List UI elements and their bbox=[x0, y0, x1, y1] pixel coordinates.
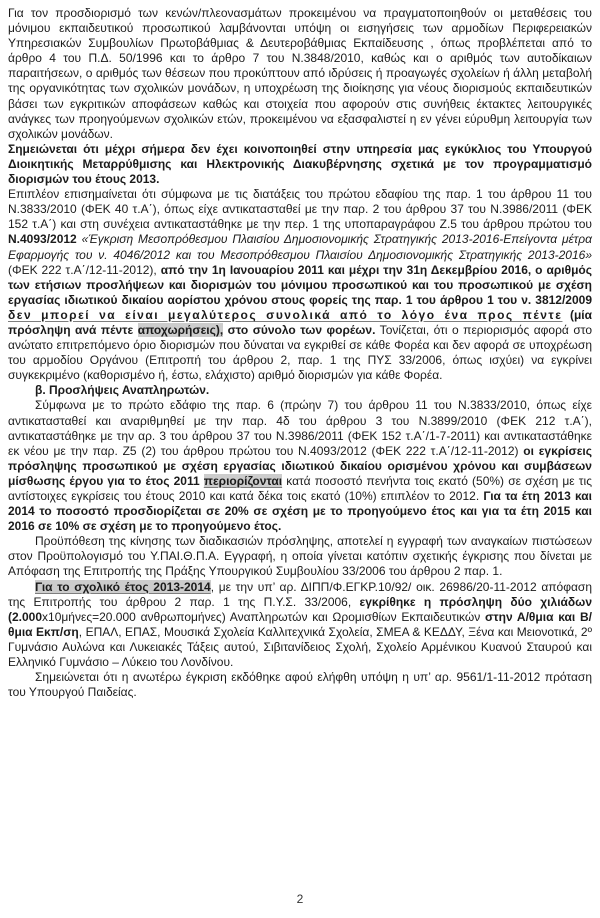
text-run: Για το σχολικό έτος 2013-2014 bbox=[35, 579, 211, 594]
text-run: x10μήνες=20.000 ανθρωπομήνες) Αναπληρωτών και Ωρομισθίων Εκπαιδευτικών bbox=[42, 609, 486, 624]
paragraph bbox=[8, 187, 592, 383]
paragraph bbox=[8, 398, 592, 534]
text-run: Προϋπόθεση της κίνησης των διαδικασιών πρόσληψης, αποτελεί η εγγραφή των αναγκαίων πιστώσεων στον Προϋπολογισμό του Υ.ΠΑΙ.Θ.Π.Α. Εγγραφή, η οποία γίνεται κατόπιν σχετικής έγκρισης που δίνεται με Απόφαση της Επιτροπής της Πράξης Υπουργικού Συμβουλίου 33/2006 του άρθρου 2 παρ. 1. bbox=[8, 534, 592, 579]
document-body bbox=[8, 6, 592, 700]
text-run: από την 1η Ιανουαρίου 2011 και μέχρι την 31η Δεκεμβρίου 2016, ο αριθμός των ετήσιων προσλήψεων και διορισμών του μόνιμου προσωπικού και του προσωπικού με σχέση εργασίας ιδιωτικού δικαίου αορίστου χρόνου στους φορείς της παρ. 1 του άρθρου 1 του ν. 3812/2009 bbox=[8, 262, 592, 307]
text-run: στην Α/θμια και Β/θμια Εκπ/ση bbox=[8, 609, 592, 639]
text-run: Για τον προσδιορισμό των κενών/πλεονασμάτων προκειμένου να πραγματοποιηθούν οι μεταθέσεις του μόνιμου εκπαιδευτικού προσωπικού λαμβάνονται υπόψη οι εισηγήσεις των αρμοδίων Περιφερειακών Υπηρεσιακών Συμβουλίων Πρωτοβάθμιας & Δευτεροβάθμιας Εκπαίδευσης , όπως προβλέπεται από το άρθρο 4 του Π.Δ. 50/1996 και το άρθρο 7 του Ν.3848/2010, καθώς και ο αριθμός των αυτοδίκαιων παραιτήσεων, ο αριθμός των θέσεων που προκύπτουν από ιδρύσεις ή προαγωγές σχολείων ή άλλη μεταβολή της οργανικότητας των σχολικών μονάδων, η υποχρέωση της διοίκησης για νέους διορισμούς εκπαιδευτικών βάσει των εγκριτικών αποφάσεων καθώς και στοιχεία που αφορούν στις συνήθεις έκτακτες λειτουργικές ανάγκες των προηγούμενων σχολικών ετών, προκειμένου να εξασφαλιστεί η εν γένει εύρυθμη λειτουργία των σχολικών μονάδων. bbox=[8, 6, 592, 141]
text-run: «Έγκριση Μεσοπρόθεσμου Πλαισίου Δημοσιονομικής Στρατηγικής 2013-2016-Επείγοντα μέτρα Εφαρμογής του ν. 4046/2012 και του Μεσοπρόθεσμου Πλαισίου Δημοσιονομικής Στρατηγικής 2013-2016» bbox=[8, 232, 592, 262]
text-run: β. Προσλήψεις Αναπληρωτών. bbox=[35, 383, 210, 398]
text-run: οι εγκρίσεις πρόσληψης προσωπικού με σχέση εργασίας ιδιωτικού δικαίου ορισμένου χρόνου bbox=[8, 443, 592, 473]
text-run: (ΦΕΚ 222 τ.Α΄/12-11-2012), bbox=[8, 262, 161, 277]
text-run: αποχωρήσεις), bbox=[137, 322, 224, 337]
paragraph bbox=[8, 580, 592, 671]
text-run: Για τα έτη 2013 και 2014 το ποσοστό προσδιορίζεται σε 20% σε σχέση με το προηγούμενο έτος και για τα έτη 2015 και 2016 σε 10% σε σχέση με το προηγούμενο έτος. bbox=[8, 489, 592, 534]
text-run: κατά ποσοστό πενήντα τοις εκατό (50%) σε σχέση με τις αντίστοιχες εγκρίσεις του έτους 2010 και κατά δέκα τοις εκατό (10%) επιπλέον το 2012. bbox=[8, 473, 592, 503]
page-number: 2 bbox=[296, 892, 304, 906]
text-run: και συμβάσεων μίσθωσης έργου για το έτος 2011 bbox=[8, 458, 592, 488]
text-run: , με την υπ’ αρ. ΔΙΠΠ/Φ.ΕΓΚΡ.10/92/ οικ. 26986/20-11-2012 απόφαση της Επιτροπής του άρθρου 2 παρ. 1 της Π.Υ.Σ. 33/2006, bbox=[8, 579, 593, 609]
paragraph bbox=[8, 383, 592, 398]
text-run: Σύμφωνα με το πρώτο εδάφιο της παρ. 6 (πρώην 7) του άρθρου 11 του Ν.3833/2010, όπως είχε αντικατασταθεί και αναριθμηθεί με την παρ. 4δ του άρθρου 3 του Ν.3899/2010 (ΦΕΚ 212 τ.Α΄), αντικαταστάθηκε με την αρ. 3 του άρθρου 37 του Ν.3986/2011 (ΦΕΚ 152 τ.Α΄/1-7-2011) και αντικαταστάθηκε εκ νέου με την παρ. Ζ5 (2) του άρθρου πρώτου του Ν.4093/2012 (ΦΕΚ 222 τ.Α΄/12-11-2012) bbox=[8, 398, 592, 458]
text-run: Σημειώνεται ότι μέχρι σήμερα δεν έχει κοινοποιηθεί στην υπηρεσία μας εγκύκλιος του Υπουργού Διοικητικής Μεταρρύθμισης και Ηλεκτρονικής Διακυβέρνησης σχετικά με τον προγραμματισμό διορισμών του έτους 2013. bbox=[8, 141, 592, 187]
text-run: Επιπλέον επισημαίνεται ότι σύμφωνα με τις διατάξεις του πρώτου εδαφίου της παρ. 1 του άρθρου 11 του Ν.3833/2010 (ΦΕΚ 40 τ.Α΄), όπως είχε αντικατασταθεί με την παρ. 2 του άρθρου 37 του Ν.3986/2011 (ΦΕΚ 152 τ.Α΄) και στη συνέχεια αντικαταστάθηκε με την περ. 1 της υποπαραγράφου Ζ.5 του άρθρου πρώτου του bbox=[8, 187, 592, 232]
text-run: δεν μπορεί να είναι μεγαλύτερος συνολικά από το λόγο ένα προς πέντε bbox=[8, 307, 563, 322]
text-run: , ΕΠΑΛ, ΕΠΑΣ, Μουσικά Σχολεία Καλλιτεχνικά Σχολεία, ΣΜΕΑ & ΚΕΔΔΥ, Ξένα και Μειονοτικά, 2º Γυμνάσιο Αυλώνα και Λυκειακές Τάξεις αυτού, Σιβιτανίδειος Σχολή, Σχολείο Αρμένικου Κυανού Σταυρού και Ελληνικό Γυμνάσιο – Λύκειο του Λονδίνου. bbox=[8, 624, 592, 670]
text-run: Τονίζεται, ότι ο περιορισμός αφορά στο ανώτατο επιτρεπόμενο όριο διορισμών που δύναται να εγκριθεί σε κάθε Φορέα και δεν αφορά σε υποχρέωση του αρμοδίου Οργάνου (Επιτροπή του άρθρου 2, παρ. 1 της ΠΥΣ 33/2006, όπως ισχύει) να εγκρίνει συγκεκριμένο (καθορισμένο ή, έστω, ελάχιστο) αριθμό διορισμών για κάθε Φορέα. bbox=[8, 322, 592, 383]
text-run: στο σύνολο των φορέων. bbox=[223, 322, 376, 337]
paragraph bbox=[8, 534, 592, 579]
paragraph bbox=[8, 6, 592, 142]
text-run: εγκρίθηκε η πρόσληψη δύο χιλιάδων (2.000 bbox=[8, 594, 592, 624]
text-run: (μία πρόσληψη ανά πέντε bbox=[8, 307, 592, 337]
text-run: Ν.4093/2012 bbox=[8, 232, 82, 247]
text-run: περιορίζονται bbox=[203, 473, 283, 488]
text-run: Σημειώνεται ότι η ανωτέρω έγκριση εκδόθηκε αφού ελήφθη υπόψη η υπ’ αρ. 9561/1-11-2012 πρόταση του Υπουργού Παιδείας. bbox=[8, 670, 592, 700]
paragraph bbox=[8, 670, 592, 700]
paragraph bbox=[8, 142, 592, 187]
